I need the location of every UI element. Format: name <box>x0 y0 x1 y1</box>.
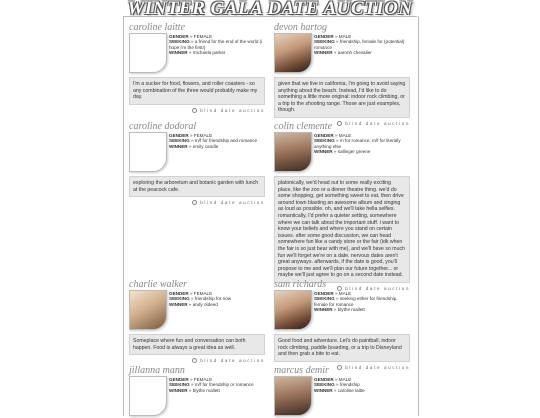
date-description: Someplace where fun and conversation can both happen. Food is always a great idea as well. <box>129 334 265 355</box>
gender-value: MALE <box>338 34 352 39</box>
circle-icon <box>192 108 197 113</box>
winner-value: blythe mallett <box>192 387 220 393</box>
circle-icon <box>192 200 197 205</box>
date-card <box>129 121 265 205</box>
gender-value: MALE <box>338 377 352 382</box>
profile-info: GENDER » FEMALE SEEKING » friendship for now WINNER » andy oldeed <box>169 291 232 307</box>
gender-value: FEMALE <box>193 34 213 39</box>
winner-value: sallinger greene <box>337 149 371 155</box>
profile-photo <box>274 132 312 172</box>
date-card <box>274 121 410 291</box>
seeking-value: a friend for the end of the world (i hope i'm the first!) <box>169 39 263 50</box>
date-card <box>274 279 410 370</box>
profile-info: GENDER » FEMALE SEEKING » m/f for friendship and romance WINNER » emily candle <box>169 133 258 149</box>
profile-photo <box>274 376 312 416</box>
card-name: devon hartog <box>274 22 328 33</box>
card-footer: blind date auction <box>274 365 410 370</box>
winner-value: andy oldeed <box>192 301 218 307</box>
date-description: Good food and adventure. Let's do paintball, indoor rock climbing, paddle boarding, or a trip to Disneyland and then grab a bite to eat. <box>274 334 410 362</box>
profile-photo <box>129 290 167 330</box>
seeking-value: seeking either for friendship, female for romance <box>314 296 398 307</box>
card-name: caroline laitte <box>129 22 186 33</box>
card-name: jillanna mann <box>129 365 185 376</box>
date-description: platonically, we'd head out to some really exciting place, like the zoo or a dinner theatre thing. we'd do some shopping, get something sweet to eat, then drive around town blasting an awesome album and singing as loud as possible. oh, and we'll take hella selfies. romantically, I'd prefer a quieter setting, somewhere where we can talk about the important stuff. i want to know your beliefs and where you stand on certain issues. after some good discussion, we can head somewhere fun like a candy store or the fair (idk when the fair is so just bear with me), and we'll have so much fun we'll forget we're on a date. nervous dates aren't great anyways. afterwards, if the date is good, you'll propose to me and we'll plan our future together... or maybe we'll just agree to go on a second date instead. <box>274 176 410 283</box>
profile-info: GENDER » MALE SEEKING » seeking either for friendship, female for romance WINNER » blythe mallett <box>314 291 398 313</box>
date-card <box>129 365 265 418</box>
card-name: colin clemente <box>274 121 333 132</box>
profile-photo <box>274 290 312 330</box>
date-description: given that we live in california, I'm going to avoid saying anything about the beach. Instead, I'd like to do something a little more original: indoor rock climbing, or a trip to the shooting range. Those are just examples, though. <box>274 77 410 118</box>
card-footer: blind date auction <box>129 108 265 113</box>
winner-value: blythe mallett <box>337 307 365 313</box>
profile-photo <box>274 33 312 73</box>
date-card <box>129 22 265 113</box>
date-card <box>129 279 265 363</box>
card-name: marcus demir <box>274 365 329 376</box>
profile-info: GENDER » MALE SEEKING » friendship WINNER » caroline laitte <box>314 377 365 393</box>
profile-info: GENDER » MALE SEEKING » friendship, female for (potential) romance WINNER » aaronh chevalier <box>314 34 405 56</box>
profile-info: GENDER » FEMALE SEEKING » a friend for the end of the world (i hope i'm the first!) WINNER » michaela parker <box>169 34 263 56</box>
gender-value: FEMALE <box>193 133 213 138</box>
gender-value: FEMALE <box>193 377 213 382</box>
card-name: sam richards <box>274 279 327 290</box>
winner-value: aaronh chevalier <box>337 50 372 56</box>
profile-info: GENDER » MALE SEEKING » m for romance, m/f for literally anything else WINNER » sallinger greene <box>314 133 401 155</box>
profile-photo <box>129 132 167 172</box>
gender-value: FEMALE <box>193 291 213 296</box>
card-name: caroline dodoral <box>129 121 197 132</box>
profile-photo <box>129 33 167 73</box>
gender-value: MALE <box>338 291 352 296</box>
page-title: WINTER GALA DATE AUCTION <box>123 0 417 20</box>
winner-value: emily candle <box>192 143 219 149</box>
card-name: charlie walker <box>129 279 188 290</box>
seeking-value: m for romance, m/f for literally anything else <box>314 138 401 149</box>
winner-value: michaela parker <box>192 50 226 56</box>
date-description: exploring the arboretum and botanic garden with lunch at the peacock cafe. <box>129 176 265 197</box>
seeking-value: friendship <box>339 382 360 388</box>
date-description: I'm a sucker for food, flowers, and roller coasters - so any combination of the three would probably make my day. <box>129 77 265 105</box>
card-footer: blind date auction <box>274 286 410 291</box>
gender-value: MALE <box>338 133 352 138</box>
seeking-value: friendship, female for (potential) romance <box>314 39 405 50</box>
seeking-value: m/f for friendship or romance <box>194 382 254 388</box>
winner-value: caroline laitte <box>337 387 365 393</box>
card-footer: blind date auction <box>274 121 410 126</box>
card-footer: blind date auction <box>129 200 265 205</box>
profile-photo <box>129 376 167 416</box>
profile-info: GENDER » FEMALE SEEKING » m/f for friendship or romance WINNER » blythe mallett <box>169 377 254 393</box>
circle-icon <box>192 358 197 363</box>
card-footer: blind date auction <box>129 358 265 363</box>
date-card <box>274 22 410 126</box>
date-card <box>274 365 410 418</box>
seeking-value: friendship for now <box>194 296 232 302</box>
seeking-value: m/f for friendship and romance <box>194 138 258 144</box>
